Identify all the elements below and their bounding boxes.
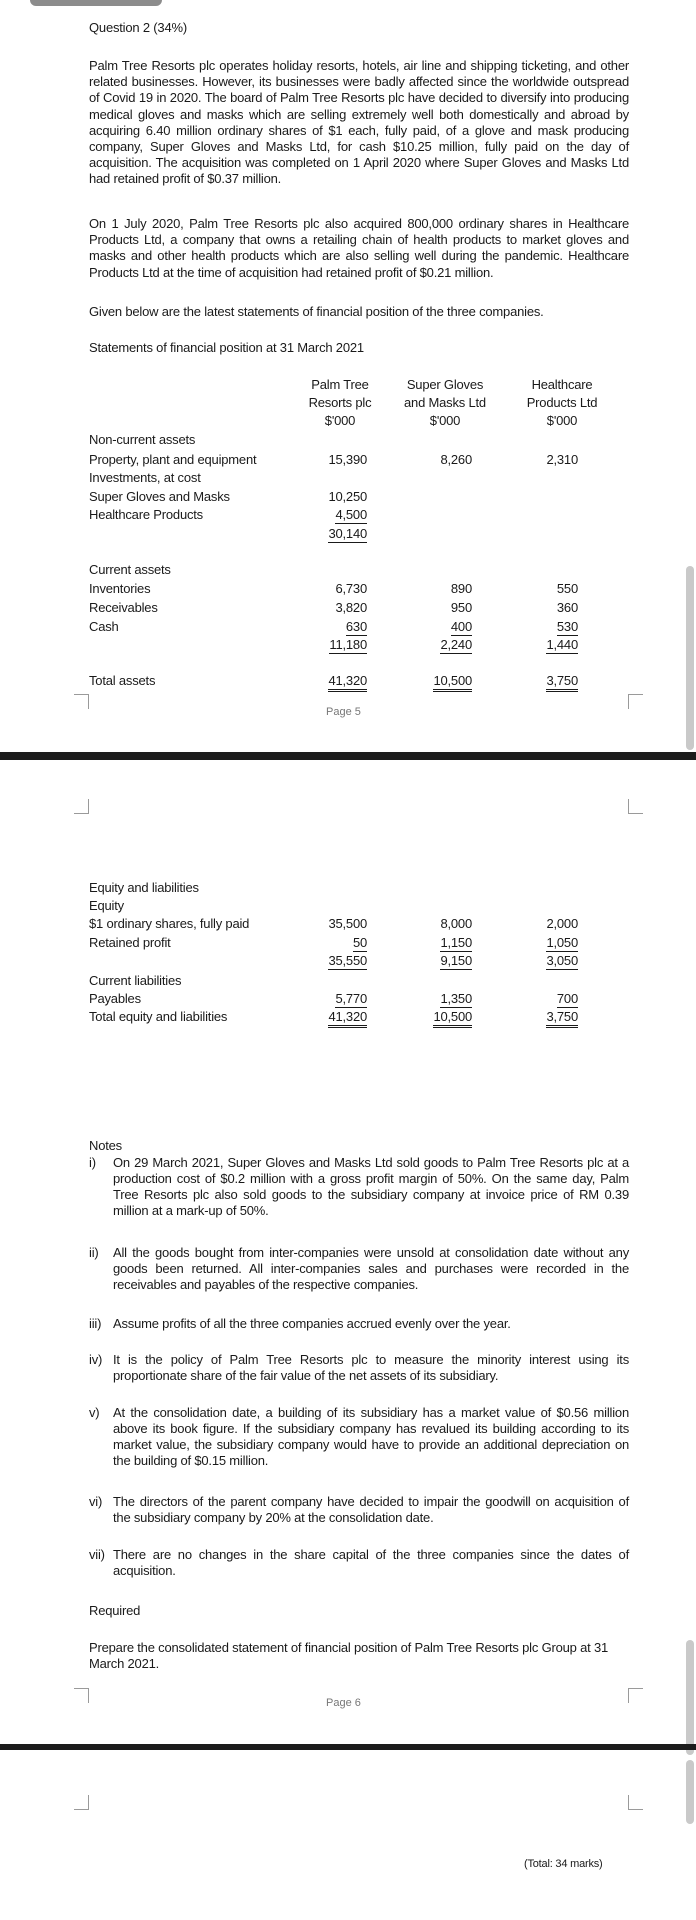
notes-heading: Notes bbox=[89, 1138, 122, 1153]
inv-health-label: Healthcare Products bbox=[89, 507, 203, 522]
equity-liabilities-heading: Equity and liabilities bbox=[89, 880, 199, 895]
cash-palm: 630 bbox=[345, 619, 367, 634]
inventories-palm: 6,730 bbox=[335, 581, 367, 596]
given-below-text: Given below are the latest statements of financial position of the three companies. bbox=[89, 304, 544, 319]
scrollbar-thumb[interactable] bbox=[686, 1760, 694, 1824]
current-liabilities-heading: Current liabilities bbox=[89, 973, 182, 988]
page-number-6: Page 6 bbox=[326, 1697, 361, 1709]
col-health-line1: Healthcare bbox=[531, 377, 593, 392]
total-marks: (Total: 34 marks) bbox=[524, 1858, 603, 1870]
equity-total-health: 3,050 bbox=[546, 953, 578, 968]
receivables-label: Receivables bbox=[89, 600, 158, 615]
payables-palm: 5,770 bbox=[335, 991, 367, 1006]
page-separator bbox=[0, 1744, 696, 1750]
statement-title: Statements of financial position at 31 March 2021 bbox=[89, 340, 364, 355]
col-palm-line2: Resorts plc bbox=[308, 395, 372, 410]
note-text: It is the policy of Palm Tree Resorts plc to measure the minority interest using its proportionate share of the fair value of the net assets of its subsidiary. bbox=[113, 1352, 629, 1383]
total-eq-liab-label: Total equity and liabilities bbox=[89, 1009, 228, 1024]
note-item bbox=[89, 1245, 629, 1293]
col-palm-unit: $'000 bbox=[324, 413, 356, 428]
ppe-super: 8,260 bbox=[440, 452, 472, 467]
col-super-unit: $'000 bbox=[429, 413, 461, 428]
intro-paragraph-1: Palm Tree Resorts plc operates holiday resorts, hotels, air line and shipping ticketing, and other related businesses. However, its businesses were badly affected since the worldwide outspread of Covid 19 in 2020. The board of Palm Tree Resorts plc have decided to diversify into producing medical gloves and masks which are selling extremely well both domestically and abroad by acquiring 6.40 million ordinary shares of $1 each, fully paid, of a glove and mask producing company, Super Gloves and Masks Ltd, for cash $10.25 million, fully paid on the day of acquisition. The acquisition was completed on 1 April 2020 where Super Gloves and Masks Ltd had retained profit of $0.37 million. bbox=[89, 58, 629, 187]
top-scroll-tab bbox=[30, 0, 162, 6]
cash-super: 400 bbox=[450, 619, 472, 634]
total-eq-liab-palm: 41,320 bbox=[328, 1009, 367, 1028]
col-health-line2: Products Ltd bbox=[526, 395, 598, 410]
ppe-label: Property, plant and equipment bbox=[89, 452, 257, 467]
note-label: iv) bbox=[89, 1352, 103, 1367]
ppe-health: 2,310 bbox=[546, 452, 578, 467]
total-assets-health: 3,750 bbox=[546, 673, 578, 692]
page-number-5: Page 5 bbox=[326, 706, 361, 718]
ca-total-palm: 11,180 bbox=[329, 637, 367, 652]
page-corner-mark bbox=[74, 1688, 89, 1703]
page-corner-mark bbox=[628, 799, 643, 814]
note-item bbox=[89, 1352, 629, 1384]
inv-health-value: 4,500 bbox=[335, 507, 367, 522]
note-text: The directors of the parent company have decided to impair the goodwill on acquisition of the subsidiary company by 20% at the consolidation date. bbox=[113, 1494, 629, 1525]
retained-label: Retained profit bbox=[89, 935, 171, 950]
non-current-assets-heading: Non-current assets bbox=[89, 432, 196, 447]
col-health-unit: $'000 bbox=[546, 413, 578, 428]
receivables-health: 360 bbox=[556, 600, 578, 615]
page-separator bbox=[0, 752, 696, 760]
payables-label: Payables bbox=[89, 991, 141, 1006]
payables-super: 1,350 bbox=[440, 991, 472, 1006]
note-label: ii) bbox=[89, 1245, 99, 1260]
required-text: Prepare the consolidated statement of financial position of Palm Tree Resorts plc Group at 31 March 2021. bbox=[89, 1640, 609, 1672]
col-super-line2: and Masks Ltd bbox=[404, 395, 486, 410]
payables-health: 700 bbox=[556, 991, 578, 1006]
col-palm-line1: Palm Tree bbox=[311, 377, 369, 392]
total-assets-super: 10,500 bbox=[433, 673, 472, 692]
page-corner-mark bbox=[74, 1795, 89, 1810]
total-eq-liab-super: 10,500 bbox=[433, 1009, 472, 1028]
page-corner-mark bbox=[628, 694, 643, 709]
page-corner-mark bbox=[74, 799, 89, 814]
note-item bbox=[89, 1316, 629, 1332]
note-text: On 29 March 2021, Super Gloves and Masks Ltd sold goods to Palm Tree Resorts plc at a production cost of $0.2 million with a gross profit margin of 50%. On the same day, Palm Tree Resorts plc also sold goods to the subsidiary company at invoice price of RM 0.39 million at a mark-up of 50%. bbox=[113, 1155, 629, 1218]
shares-label: $1 ordinary shares, fully paid bbox=[89, 916, 250, 931]
col-super-line1: Super Gloves bbox=[406, 377, 484, 392]
shares-health: 2,000 bbox=[546, 916, 578, 931]
inventories-health: 550 bbox=[556, 581, 578, 596]
note-label: vii) bbox=[89, 1547, 105, 1562]
inv-super-label: Super Gloves and Masks bbox=[89, 489, 230, 504]
scrollbar-thumb[interactable] bbox=[686, 1640, 694, 1755]
cash-health: 530 bbox=[556, 619, 578, 634]
inventories-super: 890 bbox=[450, 581, 472, 596]
note-label: vi) bbox=[89, 1494, 103, 1509]
note-label: v) bbox=[89, 1405, 100, 1420]
receivables-palm: 3,820 bbox=[335, 600, 367, 615]
shares-super: 8,000 bbox=[440, 916, 472, 931]
total-eq-liab-health: 3,750 bbox=[546, 1009, 578, 1028]
note-text: Assume profits of all the three companies accrued evenly over the year. bbox=[113, 1316, 511, 1331]
equity-total-palm: 35,550 bbox=[328, 953, 367, 968]
investments-heading: Investments, at cost bbox=[89, 470, 201, 485]
retained-super: 1,150 bbox=[440, 935, 472, 950]
note-item bbox=[89, 1547, 629, 1579]
ca-total-super: 2,240 bbox=[440, 637, 472, 652]
equity-heading: Equity bbox=[89, 898, 124, 913]
nca-total-palm: 30,140 bbox=[328, 526, 367, 541]
intro-paragraph-2: On 1 July 2020, Palm Tree Resorts plc also acquired 800,000 ordinary shares in Healthcare Products Ltd, a company that owns a retailing chain of health products to market gloves and masks and other health products which are also selling well during the pandemic. Healthcare Products Ltd at the time of acquisition had retained profit of $0.21 million. bbox=[89, 216, 629, 280]
retained-palm: 50 bbox=[352, 935, 367, 950]
total-assets-palm: 41,320 bbox=[328, 673, 367, 692]
note-label: i) bbox=[89, 1155, 96, 1170]
retained-health: 1,050 bbox=[546, 935, 578, 950]
page-corner-mark bbox=[628, 1688, 643, 1703]
current-assets-heading: Current assets bbox=[89, 562, 171, 577]
receivables-super: 950 bbox=[450, 600, 472, 615]
shares-palm: 35,500 bbox=[328, 916, 367, 931]
ca-total-health: 1,440 bbox=[546, 637, 578, 652]
note-item bbox=[89, 1494, 629, 1526]
question-title: Question 2 (34%) bbox=[89, 20, 187, 35]
note-label: iii) bbox=[89, 1316, 102, 1331]
scrollbar-thumb[interactable] bbox=[686, 566, 694, 750]
note-text: All the goods bought from inter-companies were unsold at consolidation date without any goods been returned. All inter-companies sales and purchases were recorded in the receivables and payables of the respective companies. bbox=[113, 1245, 629, 1292]
inventories-label: Inventories bbox=[89, 581, 151, 596]
note-text: At the consolidation date, a building of its subsidiary has a market value of $0.56 million above its book figure. If the subsidiary company has revalued its building according to its market value, the subsidiary company would have to provide an additional depreciation on the building of $0.15 million. bbox=[113, 1405, 629, 1468]
note-item bbox=[89, 1405, 629, 1469]
note-text: There are no changes in the share capital of the three companies since the dates of acquisition. bbox=[113, 1547, 629, 1578]
required-heading: Required bbox=[89, 1603, 141, 1618]
ppe-palm: 15,390 bbox=[328, 452, 367, 467]
page-corner-mark bbox=[74, 694, 89, 709]
note-item bbox=[89, 1155, 629, 1219]
page-corner-mark bbox=[628, 1795, 643, 1810]
equity-total-super: 9,150 bbox=[440, 953, 472, 968]
inv-super-value: 10,250 bbox=[328, 489, 367, 504]
cash-label: Cash bbox=[89, 619, 119, 634]
total-assets-label: Total assets bbox=[89, 673, 156, 688]
